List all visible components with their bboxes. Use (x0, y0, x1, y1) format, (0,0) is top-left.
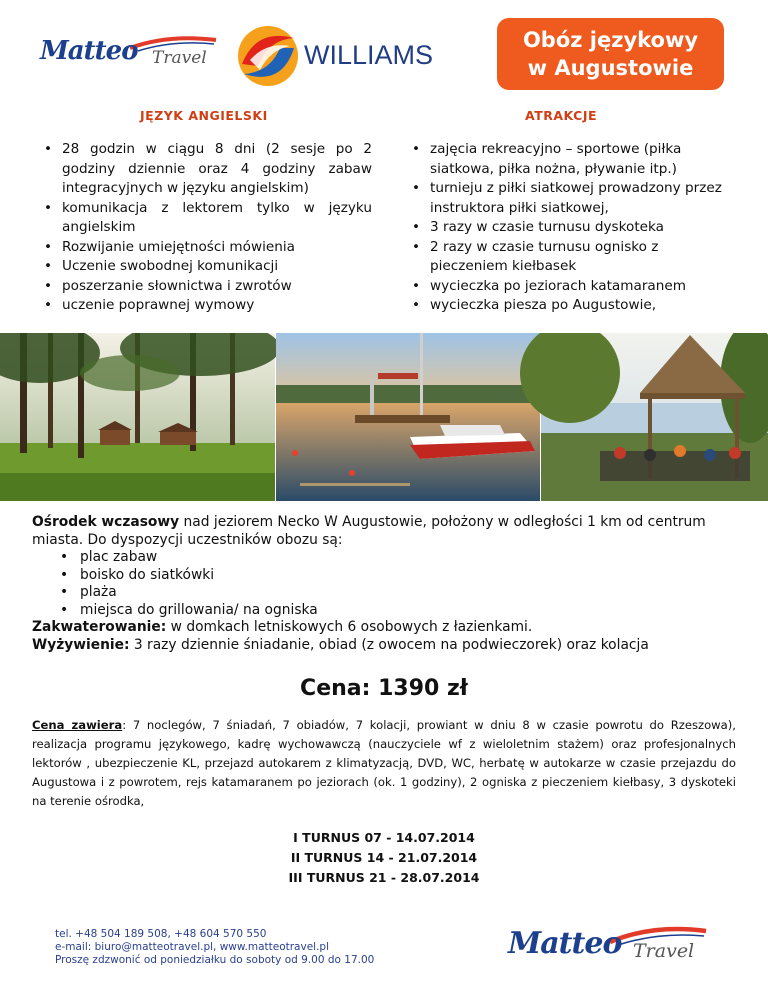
gazebo-lake-photo (520, 333, 768, 501)
list-item: • zajęcia rekreacyjno – sportowe (piłka siatkowa, piłka nożna, pływanie itp.) (408, 140, 730, 179)
list-item: • komunikacja z lektorem tylko w języku angielskim (40, 199, 372, 238)
contact-hours: Proszę zdzwonić od poniedziałku do soboty od 9.00 do 17.00 (55, 954, 375, 966)
facility-paragraph (32, 514, 722, 549)
contact-phone: tel. +48 504 189 508, +48 604 570 550 (55, 928, 267, 940)
list-item: • wycieczka piesza po Augustowie, (408, 296, 730, 316)
accommodation-text: w domkach letniskowych 6 osobowych z łazienkami. (166, 619, 533, 635)
photo-strip (0, 333, 768, 501)
logo-brand: Matteo (508, 926, 622, 961)
contact-email: e-mail: biuro@matteotravel.pl, www.matteotravel.pl (55, 941, 329, 953)
list-item: • wycieczka po jeziorach katamaranem (408, 277, 730, 297)
matteo-travel-logo-bottom (508, 922, 708, 972)
lake-marina-photo (276, 333, 540, 501)
facility-label: Ośrodek wczasowy (32, 514, 180, 530)
list-item: • boisko do siatkówki (32, 567, 722, 585)
logo-sub: Travel (633, 940, 695, 962)
title-banner (497, 18, 724, 90)
turnus-dates (0, 828, 768, 888)
title-line-1: Obóz językowy (522, 28, 699, 52)
turnus-line: I TURNUS 07 - 14.07.2014 (293, 830, 475, 845)
list-item: • uczenie poprawnej wymowy (40, 296, 372, 316)
list-item: • 28 godzin w ciągu 8 dni (2 sesje po 2 godziny dziennie oraz 4 godziny zabaw integracyjnych w języku angielskim) (40, 140, 372, 199)
williams-wordmark: WILLIAMS (304, 40, 434, 70)
list-item: • 3 razy w czasie turnusu dyskoteka (408, 218, 730, 238)
attractions-heading: ATRAKCJE (525, 108, 598, 123)
accommodation-label: Zakwaterowanie: (32, 619, 167, 635)
williams-emblem-icon (236, 20, 300, 92)
attractions-list (408, 140, 730, 316)
facility-list (32, 549, 722, 619)
list-item: • Rozwijanie umiejętności mówienia (40, 238, 372, 258)
matteo-travel-logo (40, 32, 220, 72)
accommodation-line (32, 619, 722, 637)
price-includes-label: Cena zawiera (32, 718, 123, 732)
turnus-line: II TURNUS 14 - 21.07.2014 (290, 850, 478, 865)
turnus-line: III TURNUS 21 - 28.07.2014 (288, 870, 480, 885)
list-item: • Uczenie swobodnej komunikacji (40, 257, 372, 277)
logo-brand: Matteo (40, 36, 138, 66)
williams-logo (236, 20, 434, 92)
facility-section (32, 514, 722, 654)
title-line-2: w Augustowie (527, 56, 694, 80)
facility-text: nad jeziorem Necko W Augustowie, położony w odległości 1 km od centrum miasta. Do dyspozycji uczestników obozu są: (32, 514, 706, 548)
list-item: • plaża (32, 584, 722, 602)
meals-line (32, 637, 722, 655)
english-heading: JĘZYK ANGIELSKI (140, 108, 268, 123)
list-item: • poszerzanie słownictwa i zwrotów (40, 277, 372, 297)
list-item: • miejsca do grillowania/ na ogniska (32, 602, 722, 620)
price-includes (32, 716, 736, 811)
list-item: • 2 razy w czasie turnusu ognisko z pieczeniem kiełbasek (408, 238, 730, 277)
meals-label: Wyżywienie: (32, 636, 130, 653)
forest-cabins-photo (0, 333, 280, 501)
english-list (40, 140, 372, 316)
logo-sub: Travel (152, 48, 207, 68)
list-item: • plac zabaw (32, 549, 722, 567)
price-heading: Cena: 1390 zł (300, 676, 468, 701)
meals-text: 3 razy dziennie śniadanie, obiad (z owocem na podwieczorek) oraz kolacja (129, 636, 649, 653)
price-includes-text: : 7 noclegów, 7 śniadań, 7 obiadów, 7 kolacji, prowiant w dniu 8 w czasie powrotu do Rzeszowa), realizacja programu językowego, kadrę wychowawczą (nauczyciele wf z wieloletnim stażem) oraz profesjonalnych lektorów , ubezpieczenie KL, przejazd autokarem z klimatyzacją, DVD, WC, herbatę w autokarze w czasie przejazdu do Augustowa i z powrotem, rejs katamaranem po jeziorach (ok. 1 godziny), 2 ogniska z pieczeniem kiełbasy, 3 dyskoteki na terenie ośrodka, (32, 718, 736, 808)
list-item: • turnieju z piłki siatkowej prowadzony przez instruktora piłki siatkowej, (408, 179, 730, 218)
contact-info (55, 928, 374, 967)
